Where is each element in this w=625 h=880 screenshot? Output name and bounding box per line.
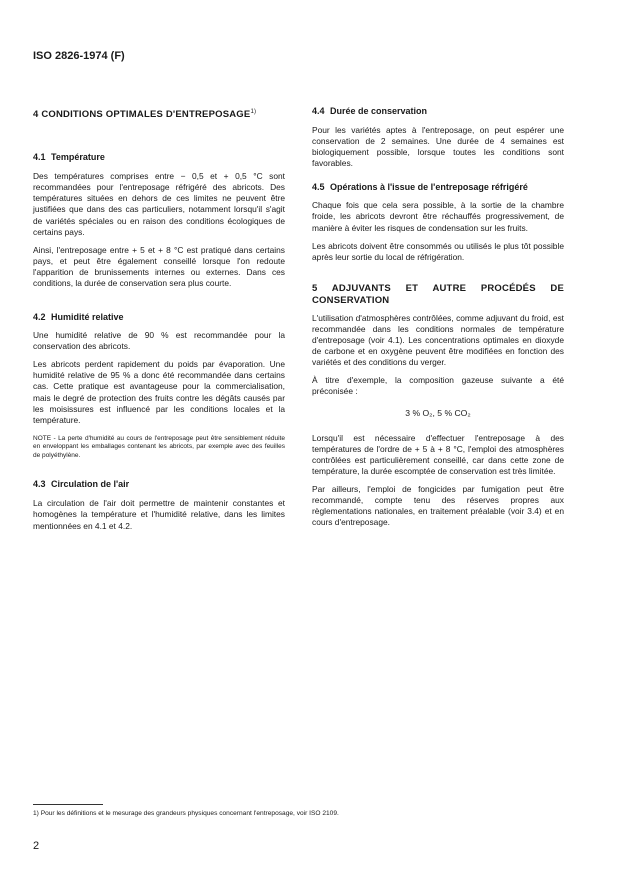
gas-composition-formula: 3 % O₂, 5 % CO₂	[405, 407, 471, 418]
section-5-title: 5 ADJUVANTS ET AUTRE PROCÉDÉS DE CONSERVATION	[312, 282, 564, 306]
section-4-2-paragraph-1: Une humidité relative de 90 % est recommandée pour la conservation des abricots.	[33, 330, 285, 352]
section-5-paragraph-3: Lorsqu'il est nécessaire d'effectuer l'entreposage à des températures de l'ordre de + 5 à + 8 °C, l'emploi des atmosphères contrôlées est particulièrement conseillé, car dans cette zone de température, la durée escomptée de conservation est très limitée.	[312, 432, 564, 476]
section-4-3-paragraph-1: La circulation de l'air doit permettre de maintenir constantes et homogènes la température et l'humidité relative, dans les limites mentionnées en 4.1 et 4.2.	[33, 498, 285, 531]
section-4-2-paragraph-2: Les abricots perdent rapidement du poids par évaporation. Une humidité relative de 95 % a donc été recommandée dans certains cas. Cette pratique est avantageuse pour la commercialisation, mais le degré de protection des fruits contre les dégâts causés par les moisissures est influencé par les conditions locales et la température.	[33, 359, 285, 425]
section-4-5-paragraph-1: Chaque fois que cela sera possible, à la sortie de la chambre froide, les abricots devront être réchauffés progressivement, de manière à éviter les risques de condensation sur les fruits.	[312, 200, 564, 233]
section-4-5-heading: 4.5 Opérations à l'issue de l'entreposage réfrigéré	[312, 182, 528, 193]
section-4-5-paragraph-2: Les abricots doivent être consommés ou utilisés le plus tôt possible après leur sortie du local de réfrigération.	[312, 240, 564, 262]
footnote-divider	[33, 804, 103, 805]
section-4-4-heading: 4.4 Durée de conservation	[312, 106, 428, 116]
section-4-1-heading: 4.1 Température	[33, 152, 105, 163]
section-5-paragraph-2: À titre d'exemple, la composition gazeuse suivante a été préconisée :	[312, 375, 564, 397]
section-5-paragraph-4: Par ailleurs, l'emploi de fongicides par fumigation peut être recommandé, compte tenu des réserves propres aux règlementations nationales, en traitement préalable (voir 3.4) et en cours d'entreposage.	[312, 483, 564, 528]
section-4-2-heading: 4.2 Humidité relative	[33, 312, 124, 323]
left-column	[33, 106, 285, 532]
section-4-1-paragraph-1: Des températures comprises entre − 0,5 et + 0,5 °C sont recommandées pour l'entreposage réfrigéré des abricots. Des températures situées en dehors de ces limites ne peuvent être justifiées que dans des cas particuliers, notamment lorsqu'il s'agit de variétés spéciales ou en raison des conditions écologiques de certains pays.	[33, 171, 285, 237]
section-5-paragraph-1: L'utilisation d'atmosphères contrôlées, comme adjuvant du froid, est recommandée dans les conditions normales de température d'entreposage (voir 4.1). Les concentrations optimales en dioxyde de carbone et en oxygène peuvent être modifiées en fonction des variétés et des conditions du verger.	[312, 312, 564, 368]
right-column	[312, 106, 564, 528]
section-4-3-heading: 4.3 Circulation de l'air	[33, 479, 130, 490]
section-4-1-paragraph-2: Ainsi, l'entreposage entre + 5 et + 8 °C est pratiqué dans certains pays, et peut être également conseillé lorsque l'on redoute l'apparition de brunissements internes ou externes. Dans ces conditions, la durée de conservation sera plus courte.	[33, 244, 285, 288]
footnote-ref: 1)	[250, 109, 257, 115]
section-4-4-paragraph-1: Pour les variétés aptes à l'entreposage, on peut espérer une conservation de 2 semaines. Une durée de 4 semaines est biologiquement possible, lorsque toutes les conditions sont favorables.	[312, 125, 564, 169]
section-4-2-note: NOTE - La perte d'humidité au cours de l'entreposage peut être sensiblement réduite en enveloppant les emballages contenant les abricots, par exemple avec des feuilles de polyéthylène.	[33, 434, 285, 459]
document-id: ISO 2826-1974 (F)	[33, 50, 125, 62]
page-number: 2	[33, 840, 40, 852]
footnote: 1) Pour les définitions et le mesurage des grandeurs physiques concernant l'entreposage, voir ISO 2109.	[33, 810, 339, 817]
section-4-title: 4 CONDITIONS OPTIMALES D'ENTREPOSAGE$^{1)}$	[33, 109, 257, 121]
